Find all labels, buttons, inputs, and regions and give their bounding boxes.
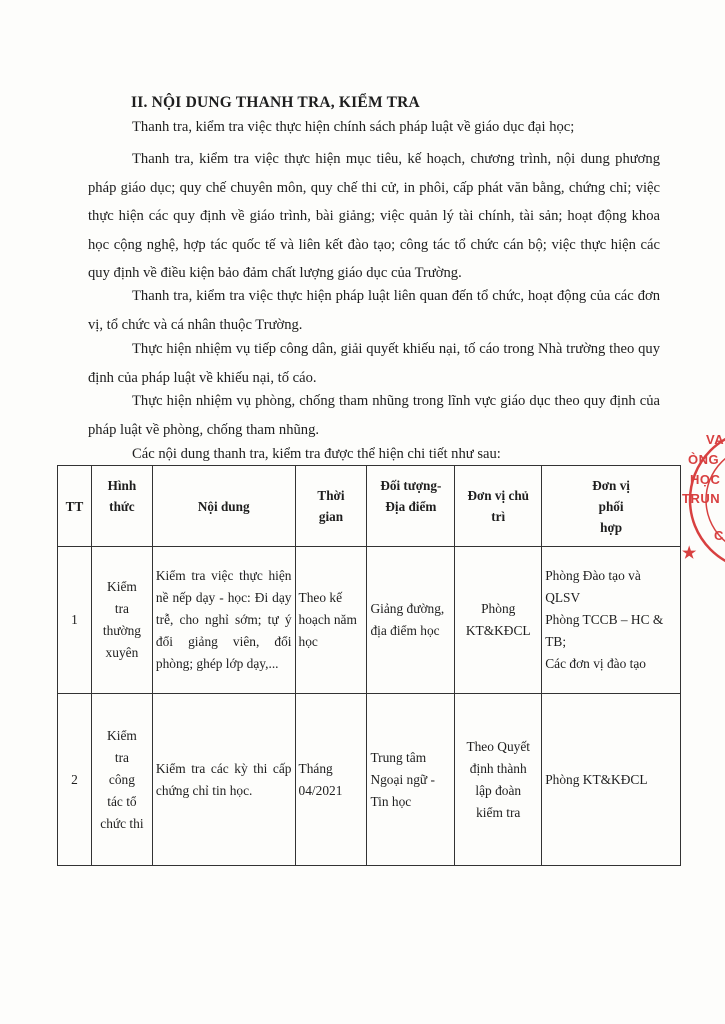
- paragraph-3: Thanh tra, kiểm tra việc thực hiện pháp luật liên quan đến tổ chức, hoạt động của các đơn vị, tổ chức và cá nhân thuộc Trường.: [88, 288, 660, 333]
- header-time-line: gian: [318, 509, 344, 524]
- cell-host-line: kiểm tra: [476, 804, 521, 820]
- cell-host-line: KT&KĐCL: [465, 623, 531, 638]
- stamp-text: VA: [706, 432, 725, 447]
- cell-coord-line: Phòng KT&KĐCL: [545, 771, 648, 787]
- cell-host-line: Theo Quyết: [466, 738, 531, 754]
- paragraph-4: Thực hiện nhiệm vụ tiếp công dân, giải quyết khiếu nại, tố cáo trong Nhà trường theo quy định của pháp luật về khiếu nại, tố cáo.: [88, 341, 660, 386]
- header-time: [295, 466, 367, 547]
- cell-tt: 1: [58, 547, 92, 694]
- header-object: [367, 466, 455, 547]
- cell-time: Theo kế hoạch năm học: [295, 547, 367, 694]
- section-heading: II. NỘI DUNG THANH TRA, KIỂM TRA: [131, 94, 420, 111]
- red-seal-stamp: [678, 430, 725, 570]
- cell-form-line: thường: [102, 623, 141, 638]
- paragraph-2: Thanh tra, kiểm tra việc thực hiện mục tiêu, kế hoạch, chương trình, nội dung phương pháp giáo dục; quy chế chuyên môn, quy chế thi cử, in phôi, cấp phát văn bằng, chứng chỉ; việc thực hiện các quy định về giáo trình, bài giảng; việc quản lý tài chính, tài sản; hoạt động khoa học cộng nghệ, hợp tác quốc tế và liên kết đào tạo; công tác tổ chức cán bộ; việc thực hiện các quy định về điều kiện bảo đảm chất lượng giáo dục của Trường.: [88, 151, 660, 281]
- header-host-line: Đơn vị chủ: [467, 488, 529, 503]
- header-content: Nội dung: [152, 466, 295, 547]
- stamp-text: HỌC: [690, 472, 721, 487]
- paragraph-5: Thực hiện nhiệm vụ phòng, chống tham nhũng trong lĩnh vực giáo dục theo quy định của pháp luật về phòng, chống tham nhũng.: [88, 393, 660, 438]
- header-form-line: thức: [109, 498, 135, 514]
- cell-form-line: tra: [114, 601, 129, 616]
- cell-host-line: lập đoàn: [475, 782, 522, 798]
- table-row: [58, 547, 681, 694]
- cell-coord-line: Phòng Đào tạo và QLSV: [545, 568, 641, 605]
- paragraph-1: Thanh tra, kiểm tra việc thực hiện chính sách pháp luật về giáo dục đại học;: [132, 119, 575, 135]
- inspection-table: [57, 465, 681, 866]
- cell-content: Kiểm tra các kỳ thi cấp chứng chỉ tin học.: [152, 694, 295, 866]
- cell-form-line: tác tổ: [107, 793, 137, 809]
- cell-form-line: xuyên: [105, 645, 139, 660]
- cell-host-line: Phòng: [481, 601, 516, 616]
- cell-object: Trung tâm Ngoại ngữ - Tin học: [367, 694, 455, 866]
- star-icon: ★: [682, 545, 697, 562]
- header-tt: TT: [58, 466, 92, 547]
- header-coord-line: Đơn vị: [592, 477, 630, 493]
- cell-form: [91, 694, 152, 866]
- cell-coord-line: Các đơn vị đào tạo: [545, 656, 646, 671]
- header-time-line: Thời: [317, 488, 345, 503]
- cell-form-line: Kiểm: [107, 727, 137, 743]
- cell-content: Kiểm tra việc thực hiện nề nếp dạy - học: Đi dạy trễ, cho nghỉ sớm; tự ý đổi giảng viên, đổi phòng; ghép lớp dạy,...: [152, 547, 295, 694]
- table-header-row: [58, 466, 681, 547]
- cell-coord: [542, 547, 681, 694]
- stamp-text: ÒNG: [688, 452, 720, 467]
- cell-tt: 2: [58, 694, 92, 866]
- cell-form-line: chức thi: [100, 815, 144, 831]
- header-object-line: Đối tượng-: [380, 477, 442, 493]
- header-host: [455, 466, 542, 547]
- cell-coord: [542, 694, 681, 866]
- cell-host: [455, 694, 542, 866]
- cell-form-line: Kiểm: [107, 579, 137, 594]
- cell-form-line: công: [108, 771, 135, 787]
- header-coord: [542, 466, 681, 547]
- header-coord-line: phối: [598, 498, 624, 514]
- cell-coord-line: Phòng TCCB – HC & TB;: [545, 612, 664, 649]
- cell-form: [91, 547, 152, 694]
- stamp-text: TRUN: [682, 491, 721, 506]
- header-host-line: trì: [491, 509, 506, 524]
- cell-form-line: tra: [114, 749, 129, 765]
- cell-time: Tháng 04/2021: [295, 694, 367, 866]
- header-form: [91, 466, 152, 547]
- header-object-line: Địa điểm: [385, 498, 437, 514]
- paragraph-6: Các nội dung thanh tra, kiểm tra được thể hiện chi tiết như sau:: [132, 446, 501, 462]
- cell-object: Giảng đường, địa điểm học: [367, 547, 455, 694]
- table-row: [58, 694, 681, 866]
- header-form-line: Hình: [107, 477, 137, 493]
- cell-host: [455, 547, 542, 694]
- header-coord-line: hợp: [600, 519, 623, 535]
- stamp-text: C: [714, 528, 724, 543]
- cell-host-line: định thành: [469, 760, 527, 776]
